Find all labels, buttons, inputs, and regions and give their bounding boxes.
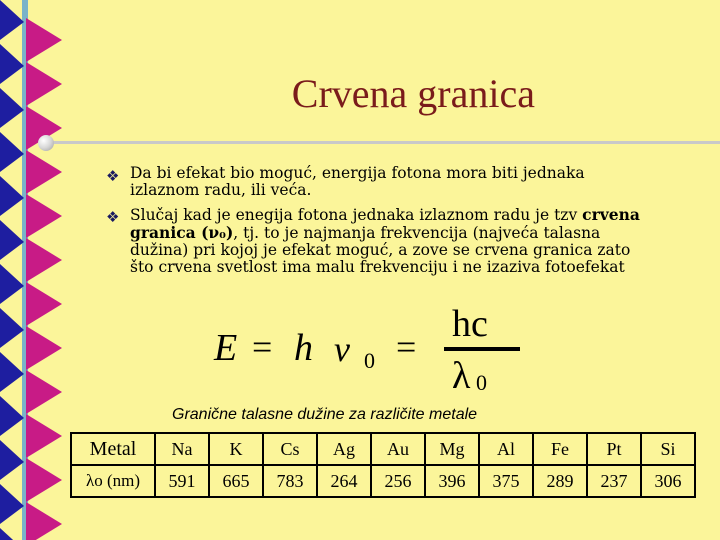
border-triangle-blue: [0, 132, 24, 172]
fraction-bar: [444, 347, 520, 351]
border-triangle-magenta: [26, 502, 62, 540]
border-triangle-magenta: [26, 370, 62, 414]
formula-equals-2: =: [396, 327, 417, 367]
border-triangle-blue: [0, 396, 24, 436]
border-triangle-magenta: [26, 18, 62, 62]
wavelength-cell: 256: [371, 465, 425, 497]
border-triangle-magenta: [26, 282, 62, 326]
formula-sub-zero: 0: [364, 348, 375, 373]
metal-cell: Pt: [587, 433, 641, 465]
row-label-metal: Metal: [71, 433, 155, 465]
formula-equals-1: =: [252, 327, 273, 367]
metal-cell: Au: [371, 433, 425, 465]
wavelength-cell: 306: [641, 465, 695, 497]
formula-frequency: ν: [334, 329, 350, 369]
divider-bead: [38, 135, 54, 151]
table-row-metals: [71, 433, 695, 465]
border-triangle-blue: [0, 528, 24, 540]
formula-planck: h: [294, 327, 313, 369]
row-label-wavelength: λo (nm): [71, 465, 155, 497]
diamond-bullet-icon: ❖: [106, 208, 120, 226]
border-triangle-magenta: [26, 414, 62, 458]
bullet-text-2: [130, 206, 650, 276]
bullet-text-1: Da bi efekat bio moguć, energija fotona mora biti jednaka izlaznom radu, ili veća.: [130, 164, 585, 199]
wavelength-cell: 783: [263, 465, 317, 497]
title-divider: [44, 141, 720, 144]
metal-cell: Fe: [533, 433, 587, 465]
wavelength-cell: 375: [479, 465, 533, 497]
bullet-2-intro: Slučaj kad je enegija fotona jednaka izlaznom radu je tzv: [130, 206, 583, 224]
metal-cell: Ag: [317, 433, 371, 465]
formula-wavelength-sub: 0: [476, 370, 487, 395]
border-triangle-magenta: [26, 150, 62, 194]
bullet-2-rest: , tj. to je najmanja frekvencija (najveća talasna dužina) pri kojoj je efekat moguć, a zove se crvena granica zato što crvena svetlost ima malu frekvenciju i ne izaziva fotoefekat: [130, 224, 631, 276]
border-triangle-magenta: [26, 194, 62, 238]
border-triangle-blue: [0, 0, 24, 40]
page-title: Crvena granica: [291, 71, 535, 116]
border-triangle-blue: [0, 264, 24, 304]
photoeffect-formula: [214, 303, 534, 400]
formula-numerator: hc: [452, 303, 488, 345]
wavelength-cell: 396: [425, 465, 479, 497]
wavelength-cell: 289: [533, 465, 587, 497]
metal-cell: Si: [641, 433, 695, 465]
border-triangle-magenta: [26, 238, 62, 282]
metal-cell: Mg: [425, 433, 479, 465]
border-triangle-magenta: [26, 326, 62, 370]
border-triangle-blue: [0, 440, 24, 480]
metal-cell: Cs: [263, 433, 317, 465]
metal-cell: Na: [155, 433, 209, 465]
formula-energy: E: [214, 327, 238, 369]
red-limit-table: [70, 432, 696, 498]
table-caption: Granične talasne dužine za različite metale: [172, 406, 478, 423]
wavelength-cell: 591: [155, 465, 209, 497]
diamond-bullet-icon: ❖: [106, 167, 120, 185]
border-triangle-blue: [0, 352, 24, 392]
border-triangle-blue: [0, 308, 24, 348]
metal-cell: Al: [479, 433, 533, 465]
formula-wavelength: λ: [452, 355, 471, 397]
wavelength-cell: 237: [587, 465, 641, 497]
border-triangle-blue: [0, 176, 24, 216]
border-triangle-blue: [0, 220, 24, 260]
wavelength-cell: 264: [317, 465, 371, 497]
table-row-wavelengths: [71, 465, 695, 497]
red-limit-term: crvena granica (ν₀): [130, 205, 640, 242]
metal-cell: K: [209, 433, 263, 465]
border-triangle-blue: [0, 484, 24, 524]
wavelength-cell: 665: [209, 465, 263, 497]
border-triangle-magenta: [26, 458, 62, 502]
